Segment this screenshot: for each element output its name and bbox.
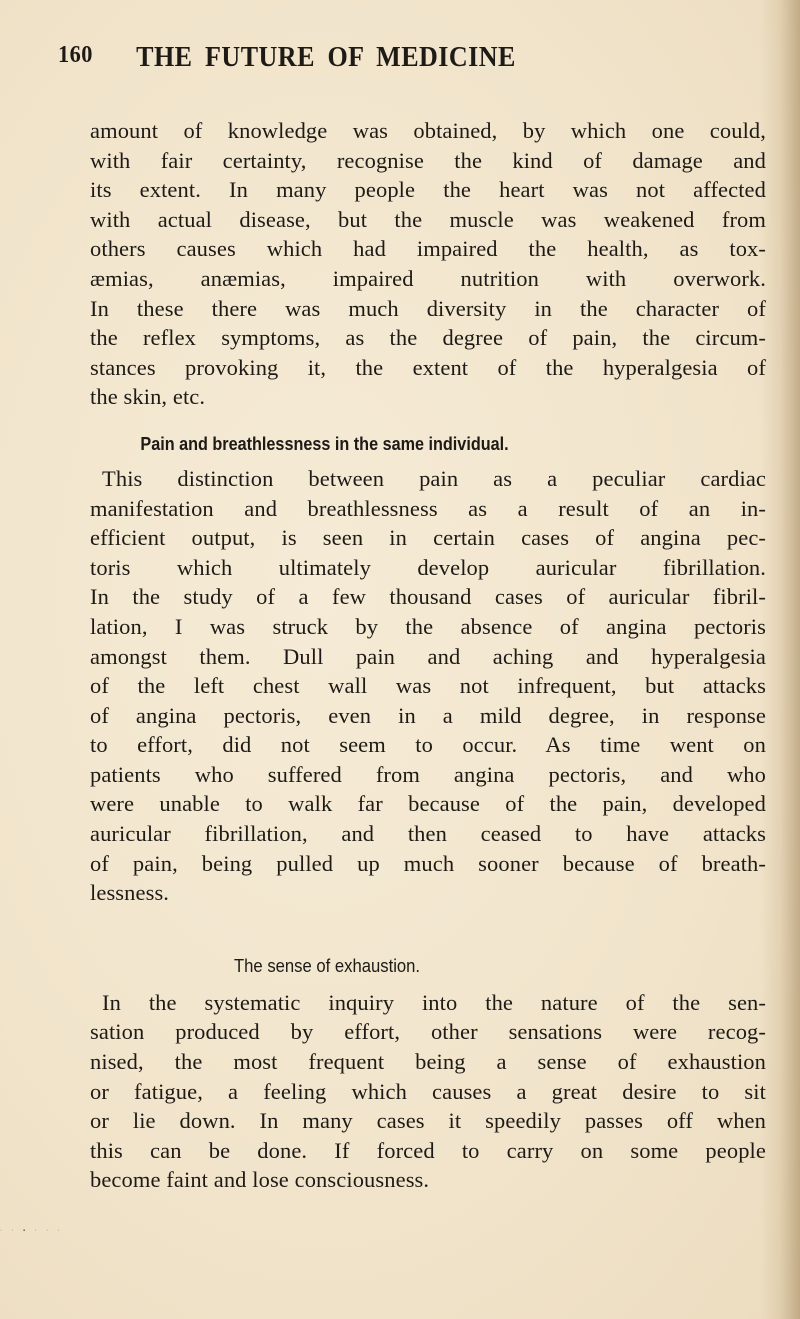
text-line: with actual disease, but the muscle was weakened from bbox=[90, 206, 766, 232]
text-line: patients who suffered from angina pectoris, and who bbox=[90, 761, 766, 787]
text-line: auricular fibrillation, and then ceased to have attacks bbox=[90, 821, 766, 847]
text-line: or lie down. In many cases it speedily passes off when bbox=[90, 1108, 766, 1134]
text-line: amount of knowledge was obtained, by which one could, bbox=[90, 118, 766, 143]
text-line: the reflex symptoms, as the degree of pain, the circum- bbox=[90, 325, 766, 351]
text-line: sation produced by effort, other sensations were recog- bbox=[90, 1019, 766, 1045]
text-line: In the systematic inquiry into the nature of the sen- bbox=[102, 989, 766, 1015]
running-title: THE FUTURE OF MEDICINE bbox=[136, 42, 516, 73]
text-line: toris which ultimately develop auricular fibrillation. bbox=[90, 554, 766, 580]
text-line: the skin, etc. bbox=[90, 384, 206, 410]
text-line: lation, I was struck by the absence of angina pectoris bbox=[90, 613, 766, 639]
paragraph-pain-breathlessness bbox=[90, 464, 766, 908]
text-line: to effort, did not seem to occur. As time went on bbox=[90, 732, 766, 758]
text-line: with fair certainty, recognise the kind of damage and bbox=[90, 147, 766, 173]
body-text bbox=[90, 116, 766, 1195]
text-line: of the left chest wall was not infrequent, but attacks bbox=[90, 673, 766, 699]
text-line: manifestation and breathlessness as a result of an in- bbox=[90, 495, 766, 521]
section-heading-exhaustion: The sense of exhaustion. bbox=[234, 954, 421, 976]
text-line: This distinction between pain as a peculiar cardiac bbox=[102, 465, 766, 491]
text-line: In the study of a few thousand cases of auricular fibril- bbox=[90, 584, 766, 610]
text-line: lessness. bbox=[90, 880, 170, 906]
paragraph-intro bbox=[90, 116, 766, 412]
paragraph-exhaustion bbox=[90, 988, 766, 1195]
paper-specks: · · ▪ · · · bbox=[0, 1228, 64, 1234]
text-line: of angina pectoris, even in a mild degree, in response bbox=[90, 702, 766, 728]
page-number: 160 bbox=[58, 42, 93, 68]
text-line: were unable to walk far because of the pain, developed bbox=[90, 791, 766, 817]
text-line: this can be done. If forced to carry on some people bbox=[90, 1137, 766, 1163]
text-line: æmias, anæmias, impaired nutrition with overwork. bbox=[90, 265, 766, 291]
text-line: efficient output, is seen in certain cases of angina pec- bbox=[90, 525, 766, 551]
text-line: become faint and lose consciousness. bbox=[90, 1167, 430, 1193]
text-line: amongst them. Dull pain and aching and hyperalgesia bbox=[90, 643, 766, 669]
text-line: others causes which had impaired the health, as tox- bbox=[90, 236, 766, 262]
text-line: In these there was much diversity in the character of bbox=[90, 295, 766, 321]
running-header bbox=[58, 42, 709, 82]
text-line: nised, the most frequent being a sense of exhaustion bbox=[90, 1049, 766, 1075]
text-line: its extent. In many people the heart was not affected bbox=[90, 177, 766, 203]
text-line: of pain, being pulled up much sooner because of breath- bbox=[90, 850, 766, 876]
text-line: or fatigue, a feeling which causes a great desire to sit bbox=[90, 1078, 766, 1104]
text-line: stances provoking it, the extent of the hyperalgesia of bbox=[90, 354, 766, 380]
section-heading-pain-breathlessness: Pain and breathlessness in the same individual. bbox=[140, 433, 509, 454]
